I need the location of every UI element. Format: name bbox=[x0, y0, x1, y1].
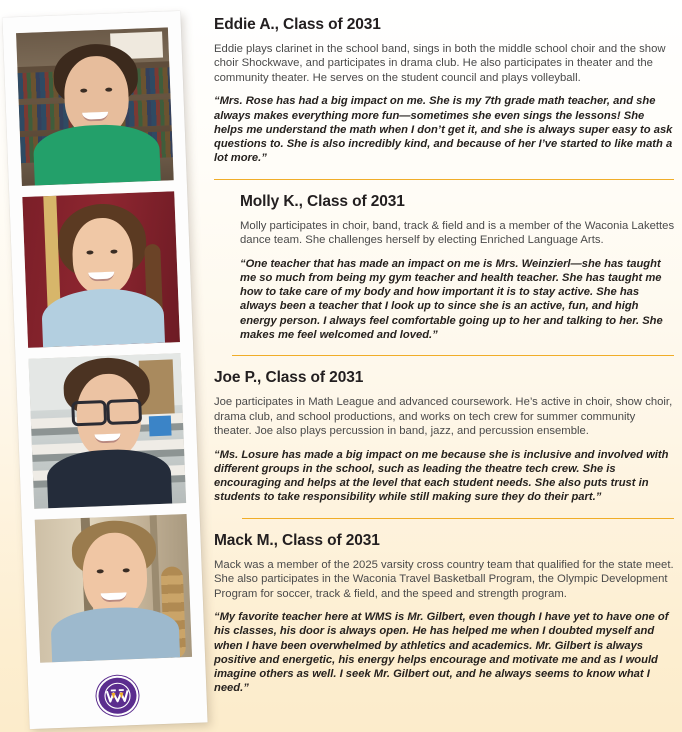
student-entry-eddie bbox=[214, 16, 676, 166]
student-bio-text: Eddie plays clarinet in the school band, sings in both the middle school choir and the show choir Shockwave, and participates in drama club. He also participates in theater and the community theater. He serves on the student council and plays volleyball. bbox=[214, 43, 666, 84]
waconia-w-logo-icon bbox=[96, 675, 140, 717]
glasses-icon bbox=[71, 398, 142, 421]
student-quote-text: “One teacher that has made an impact on me is Mrs. Weinzierl—she has taught me so much from being my gym teacher and health teacher. She has taught me how to take care of my body and how important it is to stay active. She has always been a teacher that I look up to since she is an active, fun, and high energy person. I always feel comfortable going up to her and talking to her. She makes me feel welcomed and loved.” bbox=[240, 257, 663, 341]
student-photo-molly bbox=[22, 191, 180, 347]
student-name-heading: Joe P., Class of 2031 bbox=[214, 369, 364, 387]
student-entry-mack bbox=[214, 532, 676, 696]
student-photo-joe bbox=[29, 353, 187, 509]
photo-strip-container bbox=[6, 0, 216, 732]
student-photo-mack bbox=[35, 514, 192, 663]
student-bio-text: Mack was a member of the 2025 varsity cross country team that qualified for the state meet. She also participates in the Waconia Travel Basketball Program, the Olympic Development Program for soccer, track & field, and the speed and strength program. bbox=[214, 558, 674, 600]
blue-bin bbox=[149, 415, 172, 436]
student-name-heading: Mack M., Class of 2031 bbox=[214, 531, 380, 549]
section-divider bbox=[232, 355, 674, 356]
section-divider bbox=[242, 518, 674, 519]
student-entry-molly bbox=[214, 193, 676, 343]
student-name-heading: Eddie A., Class of 2031 bbox=[214, 16, 381, 33]
student-quote-text: “Ms. Losure has made a big impact on me because she is inclusive and involved with different groups in the school, such as leading the theatre tech crew. She is encouraging and helps at the level that each student needs. She also puts trust in students to take responsibility while still making sure they do their part.” bbox=[214, 448, 669, 504]
student-bio-text: Joe participates in Math League and advanced coursework. He’s active in choir, show choir, drama club, and school productions, and works on tech crew for summer community theater. Joe also plays percussion in band, jazz, and percussion ensemble. bbox=[214, 396, 673, 438]
student-entry-joe bbox=[214, 369, 676, 504]
student-spotlight-list bbox=[214, 0, 682, 732]
section-divider bbox=[214, 179, 674, 180]
polaroid-photo-strip bbox=[2, 11, 207, 729]
face-shape bbox=[71, 217, 134, 295]
student-photo-eddie bbox=[16, 27, 174, 186]
student-quote-text: “Mrs. Rose has had a big impact on me. She is my 7th grade math teacher, and she always makes everything more fun—sometimes she even sings the lessons! She helps me understand the math when I don’t get it, and she is always super easy to ask questions to. She is also incredibly kind, and because of her I’ve started to like math a lot more.” bbox=[214, 95, 673, 165]
student-bio-text: Molly participates in choir, band, track & field and is a member of the Waconia Lakettes dance team. She challenges herself by electing Enriched Language Arts. bbox=[240, 219, 675, 247]
student-quote-text: “My favorite teacher here at WMS is Mr. Gilbert, even though I have yet to have one of his classes, his door is always open. He has helped me when I doubted myself and when I have been overwhelmed by athletics and academics. Mr. Gilbert is always positive and energetic, his energy helps encourage and motivate me and as I would imagine others as well. I seek Mr. Gilbert out, and he always seems to know what I need.” bbox=[214, 610, 669, 695]
student-name-heading: Molly K., Class of 2031 bbox=[240, 192, 405, 210]
